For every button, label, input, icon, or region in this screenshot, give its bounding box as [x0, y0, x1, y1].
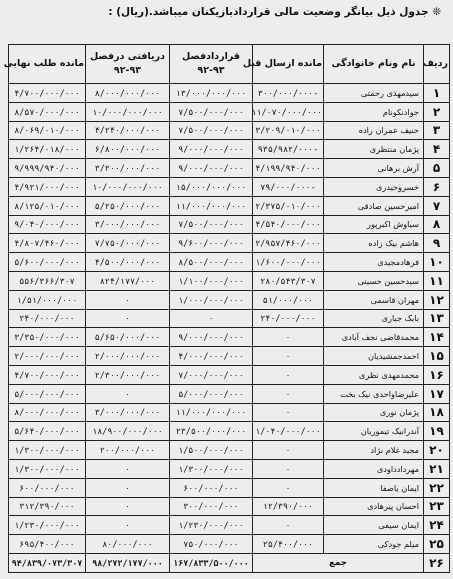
- row-index: ۲۰: [424, 441, 450, 460]
- table-row: [9, 478, 450, 497]
- received-amount: ۲/۰۰۰/۰۰۰/۰۰۰: [86, 347, 170, 366]
- player-name: محمدقاضی نجف آبادی: [324, 328, 424, 347]
- row-index: ۱۰: [424, 253, 450, 272]
- previous-balance: ۱/۶۰۰/۰۰۰/۰۰۰: [253, 253, 324, 272]
- total-index: ۲۶: [424, 553, 450, 572]
- contract-amount: ۱۱/۰۰۰/۰۰۰/۰۰۰: [170, 403, 253, 422]
- table-row: [9, 328, 450, 347]
- received-amount: ۸۲۴/۱۷۷/۰۰۰: [86, 271, 170, 290]
- contract-amount: ۹/۰۰۰/۰۰۰/۰۰۰: [170, 140, 253, 159]
- table-row: [9, 215, 450, 234]
- previous-balance: ۰: [253, 516, 324, 535]
- final-balance: ۴/۸۰۷/۴۶۰/۰۰۰: [9, 234, 86, 253]
- total-contract: ۱۶۷/۸۳۳/۵۰۰/۰۰۰: [170, 553, 253, 572]
- row-index: ۷: [424, 196, 450, 215]
- received-amount: ۴/۵۰۰/۰۰۰/۰۰۰: [86, 253, 170, 272]
- row-index: ۱۷: [424, 384, 450, 403]
- contract-amount: ۹/۰۰۰/۰۰۰/۰۰۰: [170, 328, 253, 347]
- table-row: [9, 253, 450, 272]
- previous-balance: ۱/۰۴۰/۰۰۰/۰۰۰: [253, 422, 324, 441]
- player-name: جوادنکونام: [324, 102, 424, 121]
- received-amount: ۸/۰۰۰/۰۰۰/۰۰۰: [86, 84, 170, 103]
- header-name: نام ونام خانوادگی: [324, 45, 424, 84]
- previous-balance: ۱۲/۳۹۰/۰۰۰: [253, 497, 324, 516]
- table-row: [9, 271, 450, 290]
- previous-balance: -۷۹/۰۰۰/۰۰۰: [253, 177, 324, 196]
- received-amount: ۱۰/۰۰۰/۰۰۰/۰۰۰: [86, 102, 170, 121]
- contract-amount: ۱۱/۰۰۰/۰۰۰/۰۰۰: [170, 196, 253, 215]
- final-balance: ۵۵۶/۳۶۶/۳۰۷: [9, 271, 86, 290]
- contract-amount: ۵/۰۰۰/۰۰۰/۰۰۰: [170, 384, 253, 403]
- received-amount: ۵/۲۵۰/۰۰۰/۰۰۰: [86, 196, 170, 215]
- contract-amount: ۱/۱۰۰/۰۰۰/۰۰۰: [170, 271, 253, 290]
- received-amount: ۳/۰۰۰/۰۰۰/۰۰۰: [86, 215, 170, 234]
- previous-balance: ۳/۲۰۹/۰۱۰/۰۰۰: [253, 121, 324, 140]
- received-amount: ۴/۲۴۰/۰۰۰/۰۰۰: [86, 121, 170, 140]
- received-amount: ۰: [86, 309, 170, 328]
- table-row: [9, 177, 450, 196]
- previous-balance: ۲/۹۵۷/۴۶۰/۰۰۰: [253, 234, 324, 253]
- final-balance: ۱/۳۰۰/۰۰۰/۰۰۰: [9, 441, 86, 460]
- received-amount: ۳/۰۰۰/۰۰۰/۰۰۰: [86, 403, 170, 422]
- table-row: [9, 234, 450, 253]
- row-index: ۱۶: [424, 365, 450, 384]
- table-row: [9, 159, 450, 178]
- final-balance: ۱/۲۳۰/۰۰۰/۰۰۰: [9, 516, 86, 535]
- row-index: ۱۱: [424, 271, 450, 290]
- received-amount: ۷/۷۵۰/۰۰۰/۰۰۰: [86, 234, 170, 253]
- row-index: ۲۴: [424, 516, 450, 535]
- contract-amount: ۷۵۰/۰۰۰/۰۰۰: [170, 535, 253, 554]
- final-balance: ۵/۶۰۰/۰۰۰/۰۰۰: [9, 253, 86, 272]
- final-balance: ۶۹۵/۴۰۰/۰۰۰: [9, 535, 86, 554]
- contract-amount: ۹/۶۰۰/۰۰۰/۰۰۰: [170, 234, 253, 253]
- header-final-balance: مانده طلب نهایی: [9, 45, 86, 84]
- row-index: ۱۸: [424, 403, 450, 422]
- row-index: ۱: [424, 84, 450, 103]
- table-row: [9, 365, 450, 384]
- previous-balance: ۵۱/۰۰۰/۰۰۰: [253, 290, 324, 309]
- title-prefix: جدول ذیل بیانگر وضعیت مالی قراردادبازیکنان: [191, 6, 429, 18]
- player-name: علیرضاواحدی نیک بخت: [324, 384, 424, 403]
- row-index: ۱۴: [424, 328, 450, 347]
- row-index: ۲۱: [424, 459, 450, 478]
- total-received: ۹۸/۲۷۲/۱۷۷/۰۰۰: [86, 553, 170, 572]
- final-balance: ۸/۱۲۵/۰۱۰/۰۰۰: [9, 196, 86, 215]
- previous-balance: -۹۳۵/۹۸۲/۰۰۰: [253, 140, 324, 159]
- contract-amount: ۷/۵۰۰/۰۰۰/۰۰۰: [170, 215, 253, 234]
- previous-balance: ۰: [253, 403, 324, 422]
- table-row: [9, 290, 450, 309]
- previous-balance: ۰: [253, 441, 324, 460]
- received-amount: ۲۰۰/۰۰۰/۰۰۰: [86, 441, 170, 460]
- previous-balance: ۲/۳۷۵/۰۱۰/۰۰۰: [253, 196, 324, 215]
- header-previous-balance: مانده ازسال قبل: [253, 45, 324, 84]
- contract-amount: ۳۰۰/۰۰۰/۰۰۰: [170, 497, 253, 516]
- table-row: [9, 196, 450, 215]
- row-index: ۴: [424, 140, 450, 159]
- player-name: محمدمهدی نظری: [324, 365, 424, 384]
- final-balance: ۸/۰۰۰/۰۰۰/۰۰۰: [9, 403, 86, 422]
- table-row: [9, 497, 450, 516]
- player-name: ایمان یاصفا: [324, 478, 424, 497]
- player-name: احسان پیرهادی: [324, 497, 424, 516]
- contracts-table: [3, 44, 450, 573]
- table-row: [9, 516, 450, 535]
- contract-amount: ۱/۵۰۰/۰۰۰/۰۰۰: [170, 441, 253, 460]
- final-balance: ۱/۳۰۰/۰۰۰/۰۰۰: [9, 459, 86, 478]
- contract-amount: ۷/۵۰۰/۰۰۰/۰۰۰: [170, 121, 253, 140]
- header-contract-label: قراردادفصل: [182, 51, 240, 62]
- player-name: هاشم بیک زاده: [324, 234, 424, 253]
- total-row: [9, 553, 450, 572]
- player-name: امیرحسین صادقی: [324, 196, 424, 215]
- previous-balance: ۴/۱۹۹/۹۴۰/۰۰۰: [253, 159, 324, 178]
- player-name: مجید غلام نژاد: [324, 441, 424, 460]
- player-name: سیاوش اکبرپور: [324, 215, 424, 234]
- received-amount: ۶/۸۰۰/۰۰۰/۰۰۰: [86, 140, 170, 159]
- player-name: پژمان نوری: [324, 403, 424, 422]
- contract-amount: ۷/۰۰۰/۰۰۰/۰۰۰: [170, 365, 253, 384]
- row-index: ۱۵: [424, 347, 450, 366]
- table-row: [9, 309, 450, 328]
- table-row: [9, 384, 450, 403]
- header-contract: [170, 45, 253, 84]
- row-index: ۸: [424, 215, 450, 234]
- table-header-row: [9, 45, 450, 84]
- final-balance: ۸/۵۷۰/۰۰۰/۰۰۰: [9, 102, 86, 121]
- previous-balance: ۰: [253, 365, 324, 384]
- player-name: آرش برهانی: [324, 159, 424, 178]
- contract-amount: ۹/۰۰۰/۰۰۰/۰۰۰: [170, 159, 253, 178]
- final-balance: ۱/۵۱/۰۰۰/۰۰۰: [9, 290, 86, 309]
- header-index: ردیف: [424, 45, 450, 84]
- player-name: پژمان منتظری: [324, 140, 424, 159]
- previous-balance: ۰: [253, 328, 324, 347]
- final-balance: ۳۱۲/۳۹۰/۰۰۰: [9, 497, 86, 516]
- previous-balance: ۲۵/۴۰۰/۰۰۰: [253, 535, 324, 554]
- final-balance: ۹/۹۹۹/۹۴۰/۰۰۰: [9, 159, 86, 178]
- final-balance: ۴/۹۲۱/۰۰۰/۰۰۰: [9, 177, 86, 196]
- received-amount: ۳/۲۰۰/۰۰۰/۰۰۰: [86, 159, 170, 178]
- previous-balance: ۰: [253, 347, 324, 366]
- contract-amount: ۴/۰۰۰/۰۰۰/۰۰۰: [170, 347, 253, 366]
- previous-balance: ۲۸۰/۵۴۳/۳۰۷: [253, 271, 324, 290]
- total-label: جمع: [253, 553, 424, 572]
- previous-balance: -۳۰۰/۰۰۰/۰۰۰: [253, 84, 324, 103]
- player-name: حنیف عمران زاده: [324, 121, 424, 140]
- row-index: ۱۹: [424, 422, 450, 441]
- previous-balance: ۲۴۰/۰۰۰/۰۰۰: [253, 309, 324, 328]
- asterisk-icon: ❊: [432, 6, 441, 18]
- table-row: [9, 441, 450, 460]
- final-balance: ۳/۳۵۰/۰۰۰/۰۰۰: [9, 328, 86, 347]
- row-index: ۲: [424, 102, 450, 121]
- received-amount: ۸۰/۰۰۰/۰۰۰: [86, 535, 170, 554]
- header-received-season: ۹۲-۹۳: [113, 65, 142, 76]
- received-amount: ۵/۶۵۰/۰۰۰/۰۰۰: [86, 328, 170, 347]
- received-amount: ۰: [86, 497, 170, 516]
- player-name: میلم جودکی: [324, 535, 424, 554]
- table-row: [9, 102, 450, 121]
- header-contract-season: ۹۲-۹۳: [197, 65, 225, 76]
- contract-amount: ۶۰۰/۰۰۰/۰۰۰: [170, 478, 253, 497]
- received-amount: ۰: [86, 459, 170, 478]
- previous-balance: ۰: [253, 459, 324, 478]
- final-balance: ۱/۲۶۴/۰۱۸/۰۰۰: [9, 140, 86, 159]
- final-balance: ۴/۷۰۰/۰۰۰/۰۰۰: [9, 84, 86, 103]
- received-amount: ۱۸/۹۰۰/۰۰۰/۰۰۰: [86, 422, 170, 441]
- contract-amount: ۱/۰۰۰/۰۰۰/۰۰۰: [170, 290, 253, 309]
- contract-amount: ۸/۵۰۰/۰۰۰/۰۰۰: [170, 253, 253, 272]
- table-row: [9, 403, 450, 422]
- final-balance: ۸/۰۶۹/۰۱۰/۰۰۰: [9, 121, 86, 140]
- received-amount: ۰: [86, 478, 170, 497]
- received-amount: ۲/۳۰۰/۰۰۰/۰۰۰: [86, 365, 170, 384]
- contract-amount: ۱۵/۰۰۰/۰۰۰/۰۰۰: [170, 177, 253, 196]
- contract-amount: ۱/۳۰۰/۰۰۰/۰۰۰: [170, 459, 253, 478]
- player-name: فرهادمجیدی: [324, 253, 424, 272]
- table-row: [9, 459, 450, 478]
- final-balance: ۵/۰۰۰/۰۰۰/۰۰۰: [9, 384, 86, 403]
- player-name: ایمان سیفی: [324, 516, 424, 535]
- row-index: ۲۳: [424, 497, 450, 516]
- player-name: احمدجمشیدیان: [324, 347, 424, 366]
- title-suffix: میباشد.(ریال) :: [108, 6, 192, 18]
- contract-amount: ۰: [170, 309, 253, 328]
- table-body: [9, 84, 450, 554]
- row-index: ۳: [424, 121, 450, 140]
- contract-amount: ۱۳/۰۰۰/۰۰۰/۰۰۰: [170, 84, 253, 103]
- received-amount: ۱۰/۰۰۰/۰۰۰/۰۰۰: [86, 177, 170, 196]
- final-balance: ۲۴۰/۰۰۰/۰۰۰: [9, 309, 86, 328]
- final-balance: ۶۰۰/۰۰۰/۰۰۰: [9, 478, 86, 497]
- contract-amount: ۲۳/۵۰۰/۰۰۰/۰۰۰: [170, 422, 253, 441]
- final-balance: ۴/۷۰۰/۰۰۰/۰۰۰: [9, 365, 86, 384]
- row-index: ۵: [424, 159, 450, 178]
- player-name: مهران قاسمی: [324, 290, 424, 309]
- table-row: [9, 422, 450, 441]
- total-final: ۹۴/۸۳۹/۰۷۳/۳۰۷: [9, 553, 86, 572]
- table-row: [9, 84, 450, 103]
- row-index: ۲۵: [424, 535, 450, 554]
- final-balance: ۵/۶۴۰/۰۰۰/۰۰۰: [9, 422, 86, 441]
- page-title: [8, 6, 441, 18]
- table-row: [9, 121, 450, 140]
- player-name: بابک جباری: [324, 309, 424, 328]
- final-balance: ۲/۰۰۰/۰۰۰/۰۰۰: [9, 347, 86, 366]
- previous-balance: ۰: [253, 478, 324, 497]
- received-amount: ۰: [86, 290, 170, 309]
- table-row: [9, 347, 450, 366]
- row-index: ۲۲: [424, 478, 450, 497]
- received-amount: ۰: [86, 516, 170, 535]
- header-received-label: دریافتی درفصل: [90, 51, 165, 62]
- player-name: سیدمهدی رحمتی: [324, 84, 424, 103]
- row-index: ۶: [424, 177, 450, 196]
- previous-balance: ۱۱/۰۷۰/۰۰۰/۰۰۰: [253, 102, 324, 121]
- table-row: [9, 140, 450, 159]
- previous-balance: ۰: [253, 384, 324, 403]
- contract-amount: ۷/۵۰۰/۰۰۰/۰۰۰: [170, 102, 253, 121]
- row-index: ۱۳: [424, 309, 450, 328]
- player-name: آندرانیک تیموریان: [324, 422, 424, 441]
- player-name: خسروحیدری: [324, 177, 424, 196]
- row-index: ۹: [424, 234, 450, 253]
- contract-amount: ۱/۲۳۰/۰۰۰/۰۰۰: [170, 516, 253, 535]
- player-name: سیدحسین حسینی: [324, 271, 424, 290]
- player-name: مهردادداودی: [324, 459, 424, 478]
- header-received: [86, 45, 170, 84]
- received-amount: ۰: [86, 384, 170, 403]
- table-row: [9, 535, 450, 554]
- previous-balance: ۴/۵۴۰/۰۰۰/۰۰۰: [253, 215, 324, 234]
- final-balance: ۹/۰۴۰/۰۰۰/۰۰۰: [9, 215, 86, 234]
- row-index: ۱۲: [424, 290, 450, 309]
